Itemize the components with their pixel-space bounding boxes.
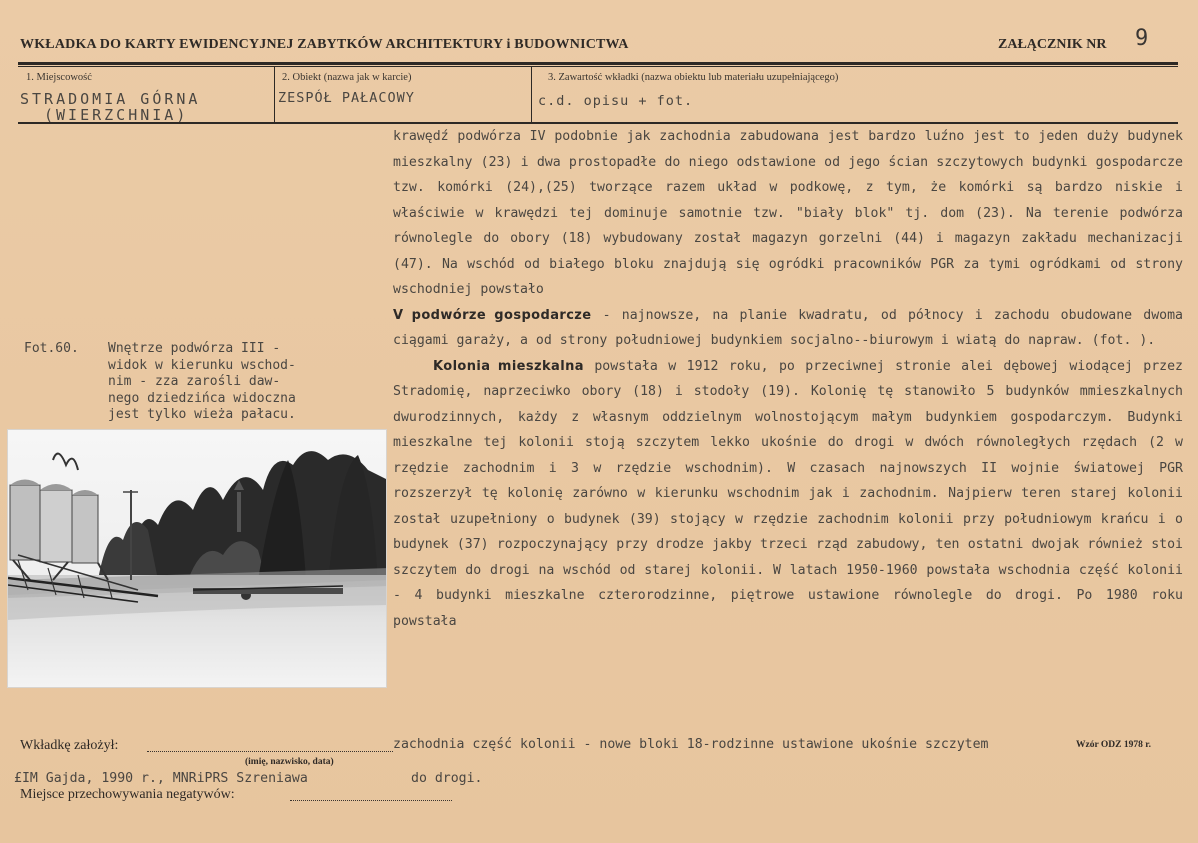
locality-label: 1. Miejscowość: [26, 72, 92, 83]
header-rule-thin: [18, 66, 1178, 67]
content-value: c.d. opisu + fot.: [538, 93, 694, 109]
section-heading: Kolonia mieszkalna: [433, 358, 584, 374]
created-by-line: [147, 751, 393, 752]
locality-value: STRADOMIA GÓRNA: [20, 90, 201, 108]
description-continuation: do drogi.: [411, 771, 483, 786]
created-by-hint: (imię, nazwisko, data): [245, 757, 334, 767]
annex-number: 9: [1135, 26, 1149, 51]
annex-label: ZAŁĄCZNIK NR: [998, 37, 1107, 52]
description-text: [393, 124, 1183, 634]
description-paragraph: V podwórze gospodarcze - najnowsze, na planie kwadratu, od północy i zachodu obudowane dwoma ciągami garaży, a od strony południowej budynkiem socjalno--biurowym i wiatą do napraw. (fot. ).: [393, 307, 1183, 348]
created-by-label: Wkładkę założył:: [20, 738, 119, 753]
section-heading: V podwórze gospodarcze: [393, 307, 592, 323]
created-by-value: £IM Gajda, 1990 r., MNRiPRS Szreniawa: [14, 771, 308, 786]
description-last-line: zachodnia część kolonii - nowe bloki 18-rodzinne ustawione ukośnie szczytem: [393, 737, 989, 752]
negatives-location-line: [290, 800, 452, 801]
photo-image: [8, 430, 387, 688]
description-paragraph: krawędź podwórza IV podobnie jak zachodnia zabudowana jest bardzo luźno jest to jeden duży budynek mieszkalny (23) i dwa prostopadłe do niego odstawione od jego ścian szczytowych budynki gospodarcze tzw. komórki (24),(25) tworzące razem układ w podkowę, z tym, że komórki są bardzo niskie i właściwie w krawędzi tej dominuje samotnie tzw. "biały blok" tj. dom (23). Na terenie podwórza równolegle do obory (18) wybudowany został magazyn gorzelni (44) i magazyn zakładu mechanizacji (47). Na wschód od białego bloku znajdują się ogródki pracowników PGR za tymi ogródkami od strony wschodniej powstało: [393, 129, 1183, 297]
photo-caption: Fot.60. Wnętrze podwórza III - widok w kierunku wschod- nim - zza zarośli daw- nego dziedzińca widoczna jest tylko wieża pałacu.: [24, 341, 296, 422]
description-paragraph: Kolonia mieszkalna powstała w 1912 roku, po przeciwnej stronie alei dębowej wiodącej przez Stradomię, naprzeciwko obory (18) i stodoły (19). Kolonię tę stanowiło 5 budynków mmieszkalnych dwurodzinnych, każdy z własnym oddzielnym wolnostojącym małym budynkiem gospodarczym. Budynki mieszkalne tej kolonii stoją szczytem lekko ukośnie do drogi w dwóch równoległych rzędach (2 w rzędzie zachodnim i 3 w rzędzie wschodnim). W czasach najnowszych II wojnie światowej PGR rozszerzył tę kolonię zarówno w kierunku wschodnim jak i zachodnim. Najpierw teren starej kolonii został uzupełniony o budynek (39) stojący w rzędzie zachodnim kolonii przy południowym krańcu i o budynek (37) rozpoczynający przy drodze jakby trzeci rząd zabudowy, ten ostatni dwojak również stoi szczytem do drogi na wschód od starej kolonii. W latach 1950-1960 powstała wschodnia część kolonii - 4 budynki mieszkalne czterorodzinne, piętrowe ustawione równolegle do drogi. Po 1980 roku powstała: [393, 358, 1183, 629]
locality-value-secondary: (WIERZCHNIA): [44, 106, 189, 124]
form-code: Wzór ODZ 1978 r.: [1076, 740, 1151, 750]
object-label: 2. Obiekt (nazwa jak w karcie): [282, 72, 412, 83]
header-rule: [18, 62, 1178, 65]
object-value: ZESPÓŁ PAŁACOWY: [278, 90, 415, 106]
card-title: WKŁADKA DO KARTY EWIDENCYJNEJ ZABYTKÓW ARCHITEKTURY i BUDOWNICTWA: [20, 37, 629, 52]
field-divider-1: [274, 66, 275, 122]
photo-number: Fot.60.: [24, 341, 79, 356]
content-label: 3. Zawartość wkładki (nazwa obiektu lub materiału uzupełniającego): [548, 72, 839, 83]
negatives-location-label: Miejsce przechowywania negatywów:: [20, 787, 235, 802]
courtyard-photo: [7, 429, 387, 688]
field-divider-2: [531, 66, 532, 122]
